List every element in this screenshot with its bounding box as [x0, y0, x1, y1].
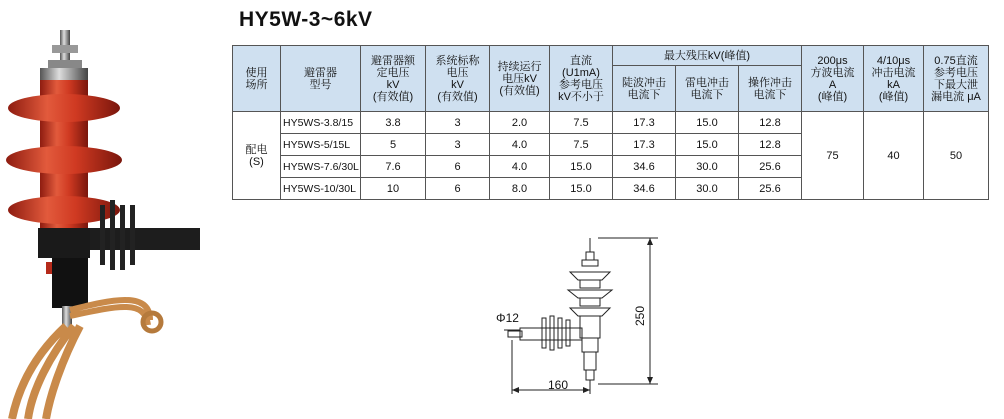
lightning-cell: 30.0: [676, 178, 739, 200]
spec-table: [232, 45, 989, 200]
continuous-cell: 8.0: [490, 178, 550, 200]
header-impulse: 4/10μs 冲击电流 kA (峰值): [864, 46, 924, 112]
dc-cell: 7.5: [550, 112, 613, 134]
switching-cell: 12.8: [739, 112, 802, 134]
usage-cell: 配电 (S): [233, 112, 281, 200]
header-model: 避雷器 型号: [281, 46, 361, 112]
width-label: 160: [548, 378, 569, 392]
header-max-residual: 最大残压kV(峰值): [613, 46, 802, 66]
switching-cell: 25.6: [739, 178, 802, 200]
switching-cell: 12.8: [739, 134, 802, 156]
header-system-voltage: 系统标称 电压 kV (有效值): [426, 46, 490, 112]
header-usage: 使用 场所: [233, 46, 281, 112]
model-cell: HY5WS-7.6/30L: [281, 156, 361, 178]
system-cell: 3: [426, 112, 490, 134]
height-label: 250: [633, 306, 647, 327]
steep-cell: 17.3: [613, 134, 676, 156]
product-title: HY5W-3~6kV: [239, 8, 373, 31]
table-row: [233, 112, 989, 134]
header-leakage: 0.75直流 参考电压 下最大泄 漏电流 μA: [924, 46, 989, 112]
lightning-cell: 30.0: [676, 156, 739, 178]
dc-cell: 15.0: [550, 178, 613, 200]
model-cell: HY5WS-5/15L: [281, 134, 361, 156]
continuous-cell: 2.0: [490, 112, 550, 134]
system-cell: 6: [426, 178, 490, 200]
system-cell: 6: [426, 156, 490, 178]
header-square-wave: 200μs 方波电流 A (峰值): [802, 46, 864, 112]
steep-cell: 34.6: [613, 156, 676, 178]
rated-cell: 10: [361, 178, 426, 200]
dc-cell: 15.0: [550, 156, 613, 178]
system-cell: 3: [426, 134, 490, 156]
continuous-cell: 4.0: [490, 156, 550, 178]
steep-cell: 17.3: [613, 112, 676, 134]
header-switching: 操作冲击 电流下: [739, 66, 802, 112]
rated-cell: 5: [361, 134, 426, 156]
model-cell: HY5WS-10/30L: [281, 178, 361, 200]
header-steep-wave: 陡波冲击 电流下: [613, 66, 676, 112]
header-lightning: 雷电冲击 电流下: [676, 66, 739, 112]
rated-cell: 3.8: [361, 112, 426, 134]
header-continuous-voltage: 持续运行 电压kV (有效值): [490, 46, 550, 112]
steep-cell: 34.6: [613, 178, 676, 200]
arrester-photo: [0, 0, 225, 419]
dc-cell: 7.5: [550, 134, 613, 156]
rated-cell: 7.6: [361, 156, 426, 178]
switching-cell: 25.6: [739, 156, 802, 178]
header-rated-voltage: 避雷器额 定电压 kV (有效值): [361, 46, 426, 112]
lightning-cell: 15.0: [676, 134, 739, 156]
impulse-cell: 40: [864, 112, 924, 200]
model-cell: HY5WS-3.8/15: [281, 112, 361, 134]
continuous-cell: 4.0: [490, 134, 550, 156]
lightning-cell: 15.0: [676, 112, 739, 134]
diameter-label: Φ12: [496, 311, 519, 325]
header-dc-reference: 直流 (U1mA) 参考电压 kV不小于: [550, 46, 613, 112]
leakage-cell: 50: [924, 112, 989, 200]
square-wave-cell: 75: [802, 112, 864, 200]
